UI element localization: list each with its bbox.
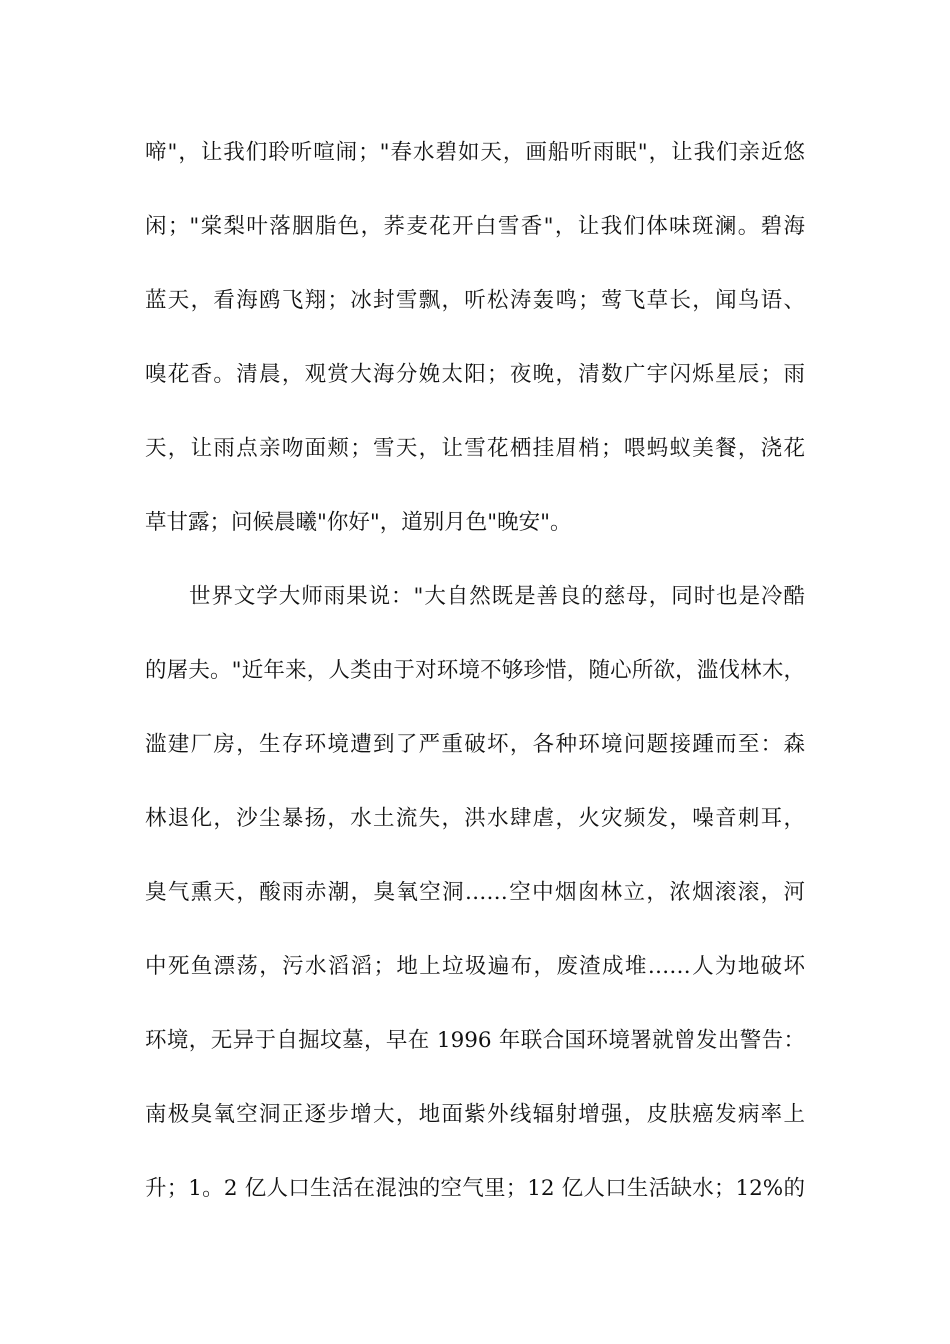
- text-line: 林退化，沙尘暴扬，水土流失，洪水肆虐，火灾频发，噪音刺耳，: [145, 806, 805, 831]
- text-line: 升；1。2 亿人口生活在混浊的空气里；12 亿人口生活缺水；12%的: [145, 1176, 805, 1201]
- body-text: [145, 128, 805, 1238]
- text-line: 滥建厂房，生存环境遭到了严重破坏，各种环境问题接踵而至：森: [145, 732, 805, 757]
- text-line: 闲；"棠梨叶落胭脂色，荞麦花开白雪香"，让我们体味斑澜。碧海: [145, 214, 805, 239]
- text-line: 世界文学大师雨果说："大自然既是善良的慈母，同时也是冷酷: [189, 584, 805, 609]
- text-line: 嗅花香。清晨，观赏大海分娩太阳；夜晚，清数广宇闪烁星辰；雨: [145, 362, 805, 387]
- text-line: 中死鱼漂荡，污水滔滔；地上垃圾遍布，废渣成堆……人为地破坏: [145, 954, 805, 979]
- text-line: 的屠夫。"近年来，人类由于对环境不够珍惜，随心所欲，滥伐林木，: [145, 658, 805, 683]
- text-line: 啼"，让我们聆听喧闹；"春水碧如天，画船听雨眠"，让我们亲近悠: [145, 140, 805, 165]
- text-line: 蓝天，看海鸥飞翔；冰封雪飘，听松涛轰鸣；莺飞草长，闻鸟语、: [145, 288, 805, 313]
- text-line: 天，让雨点亲吻面颊；雪天，让雪花栖挂眉梢；喂蚂蚁美餐，浇花: [145, 436, 805, 461]
- text-line: 草甘露；问候晨曦"你好"，道别月色"晚安"。: [145, 510, 572, 535]
- text-line: 南极臭氧空洞正逐步增大，地面紫外线辐射增强，皮肤癌发病率上: [145, 1102, 805, 1127]
- text-line: 环境，无异于自掘坟墓，早在 1996 年联合国环境署就曾发出警告：: [145, 1028, 805, 1053]
- text-line: 臭气熏天，酸雨赤潮，臭氧空洞……空中烟囱林立，浓烟滚滚，河: [145, 880, 805, 905]
